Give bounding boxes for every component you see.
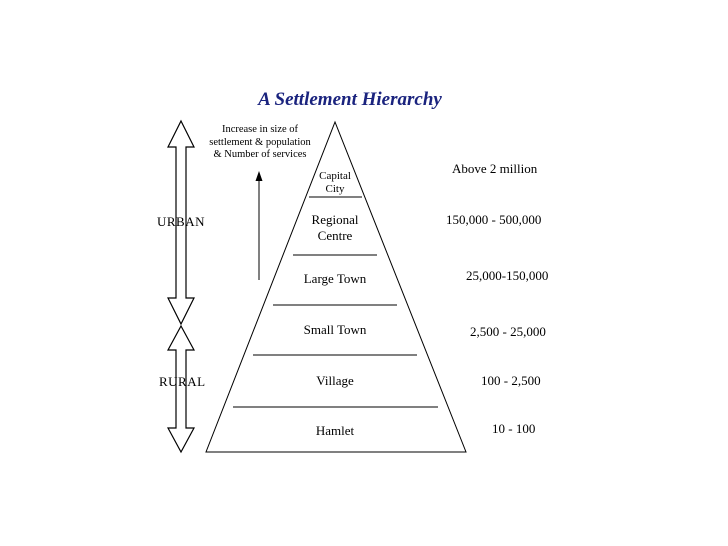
increase-note xyxy=(190,124,330,162)
diagram-title: A Settlement Hierarchy xyxy=(258,89,442,110)
population-large-town: 25,000-150,000 xyxy=(466,268,549,283)
level-small-town: Small Town xyxy=(303,322,367,337)
note-line: & Number of services xyxy=(213,149,307,160)
population-hamlet: 10 - 100 xyxy=(492,421,536,436)
level-regional-centre: Regional Centre xyxy=(311,212,359,243)
level-hamlet: Hamlet xyxy=(315,423,355,438)
level-capital-city: Capital City xyxy=(319,170,351,195)
increase-arrow-head-icon xyxy=(256,171,263,181)
level-village: Village xyxy=(316,373,354,388)
population-regional-centre: 150,000 - 500,000 xyxy=(446,212,542,227)
urban-label: URBAN xyxy=(157,214,206,229)
rural-label: RURAL xyxy=(159,374,206,389)
note-line: Increase in size of xyxy=(221,124,299,135)
population-capital-city: Above 2 million xyxy=(452,161,538,176)
note-line: settlement & population xyxy=(209,136,311,148)
population-small-town: 2,500 - 25,000 xyxy=(470,324,546,339)
level-large-town: Large Town xyxy=(303,271,367,286)
population-village: 100 - 2,500 xyxy=(481,373,541,388)
